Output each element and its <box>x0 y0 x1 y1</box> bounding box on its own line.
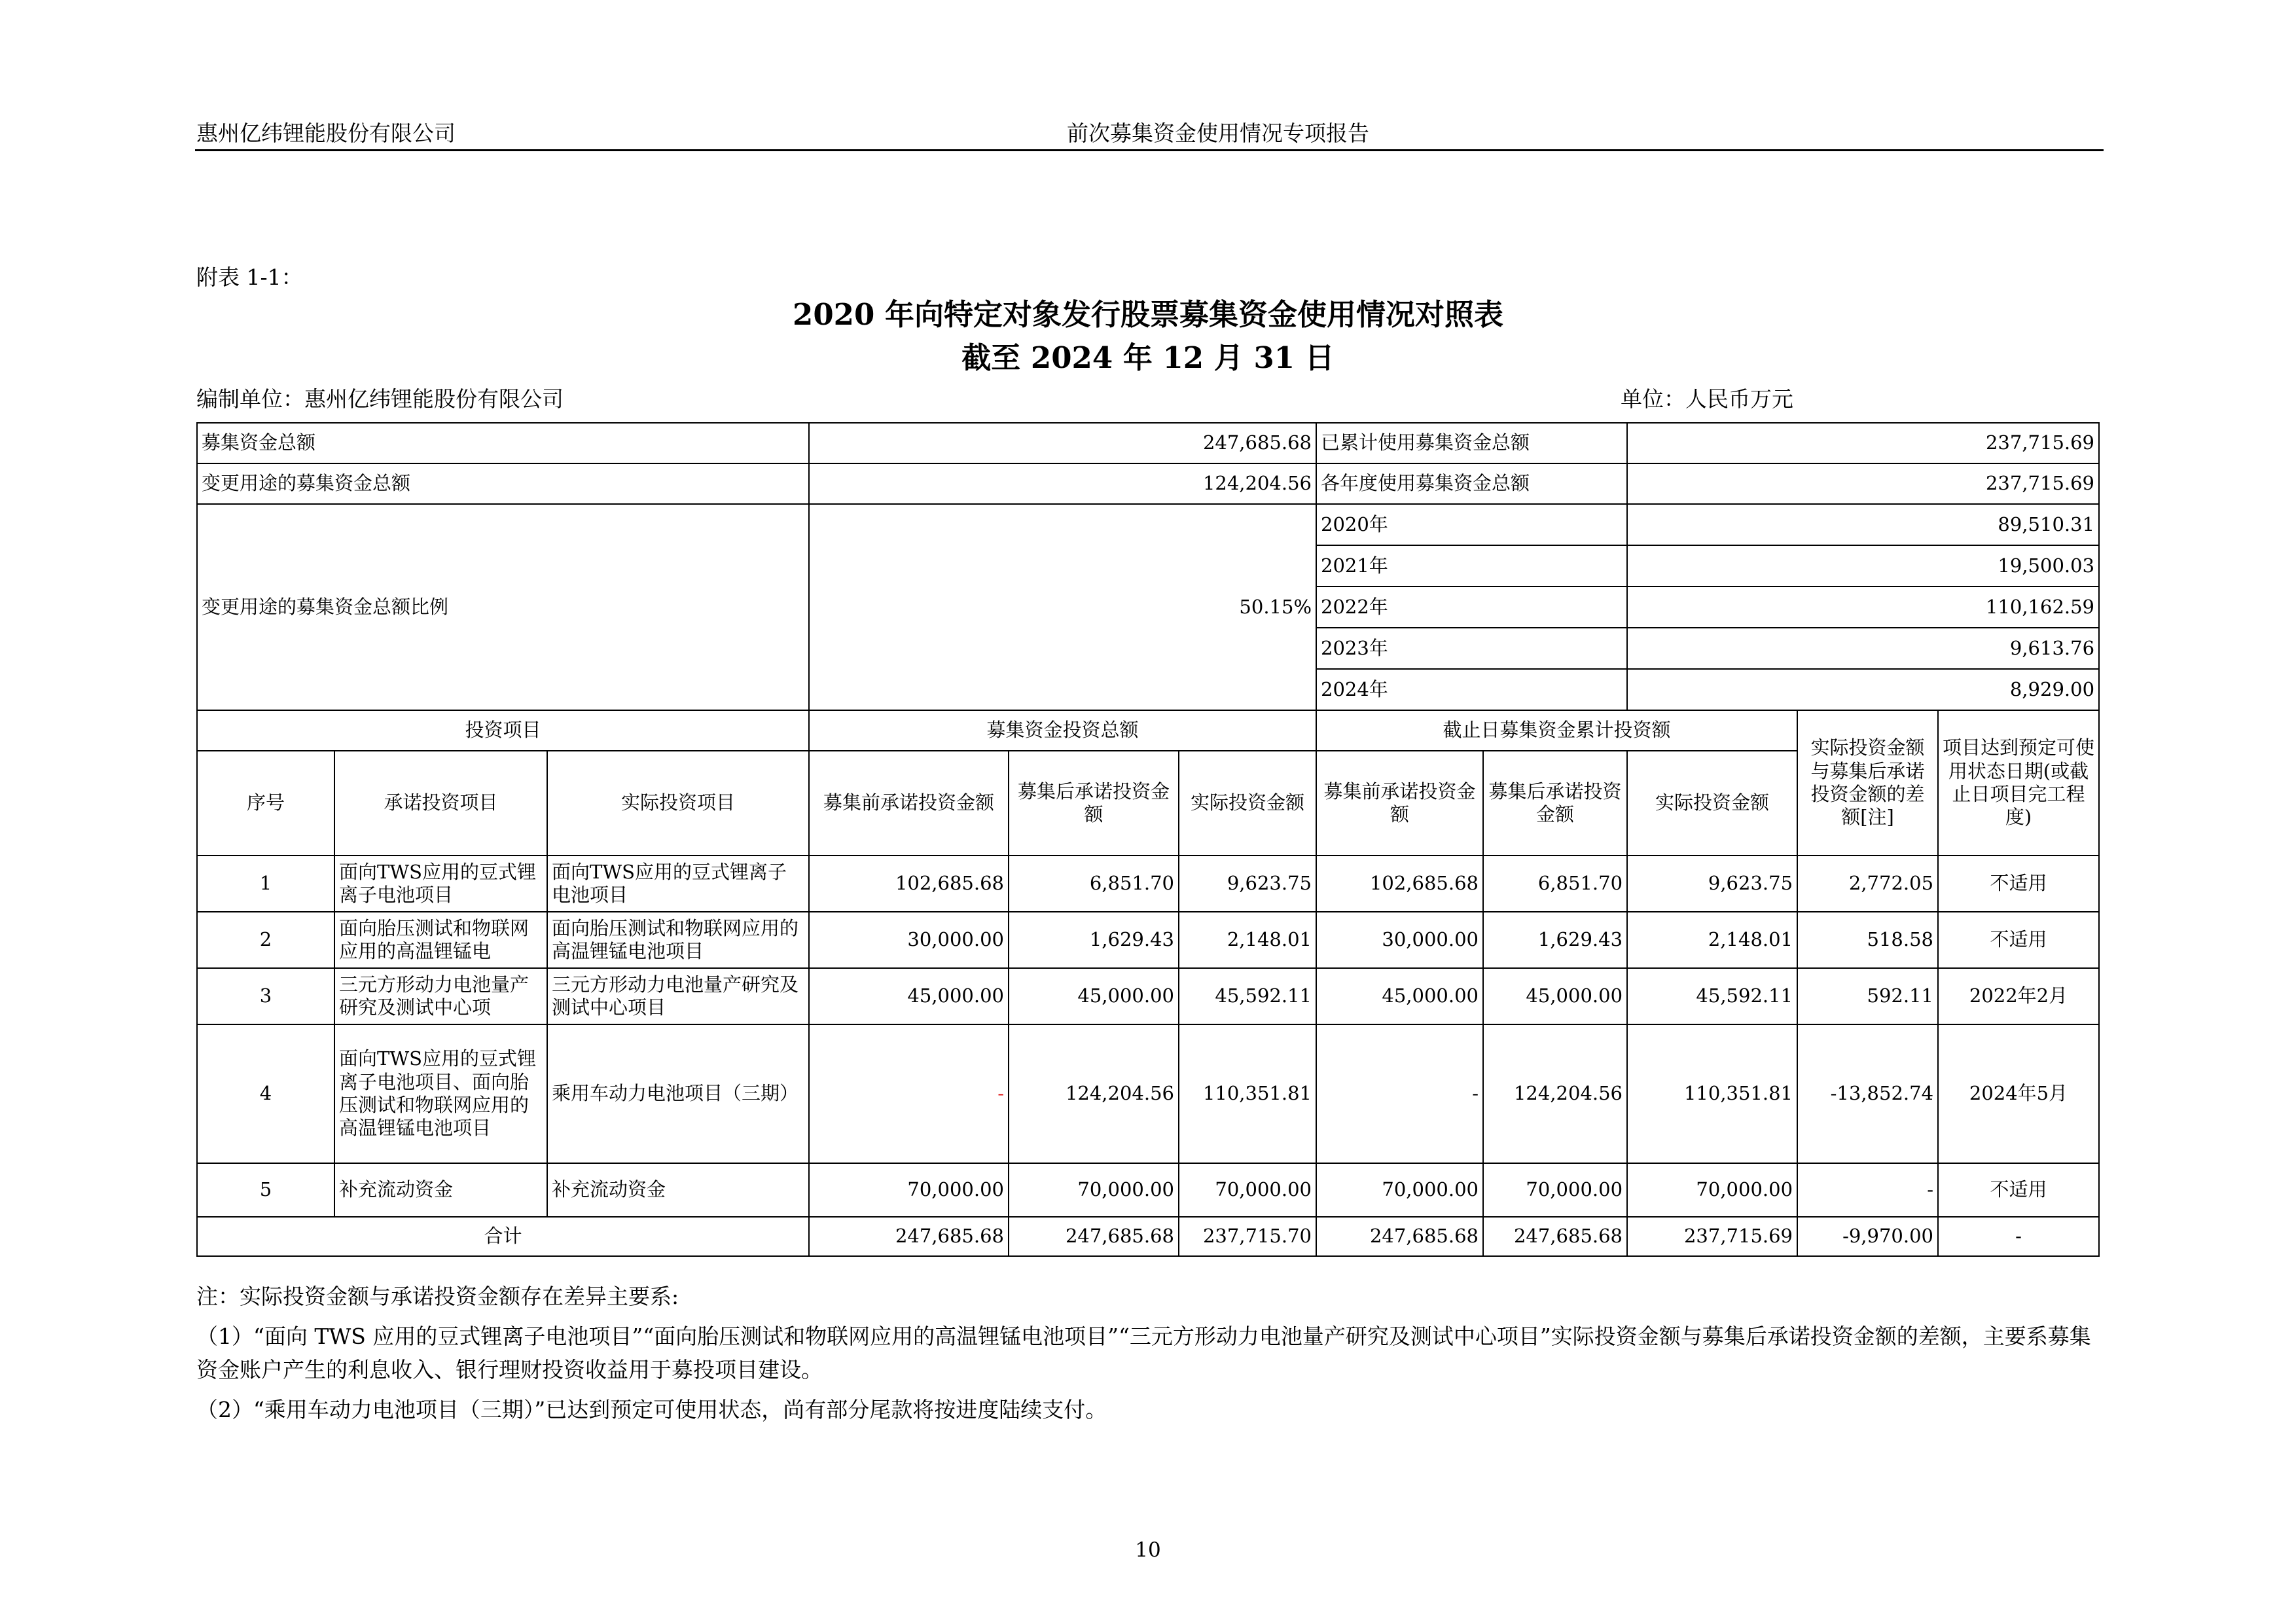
header-actual-amount: 实际投资金额 <box>1179 751 1316 856</box>
summary-ratio-value: 50.15% <box>809 504 1316 710</box>
row-actual-project: 面向TWS应用的豆式锂离子电池项目 <box>547 856 809 912</box>
row-actual-amount: 110,351.81 <box>1179 1024 1316 1163</box>
summary-row-changed <box>197 463 2099 504</box>
row-committed-project: 面向TWS应用的豆式锂离子电池项目 <box>334 856 547 912</box>
year-value: 110,162.59 <box>1627 586 2099 628</box>
row-cum-pre-commit: 30,000.00 <box>1316 912 1483 968</box>
row-cum-post-commit: 45,000.00 <box>1483 968 1627 1024</box>
row-cum-actual-amount: 2,148.01 <box>1627 912 1797 968</box>
row-cum-actual-amount: 9,623.75 <box>1627 856 1797 912</box>
row-cum-post-commit: 1,629.43 <box>1483 912 1627 968</box>
year-label: 2020年 <box>1316 504 1627 545</box>
header-report-title: 前次募集资金使用情况专项报告 <box>1067 120 1369 146</box>
row-actual-project: 补充流动资金 <box>547 1163 809 1217</box>
table-row <box>197 912 2099 968</box>
year-label: 2022年 <box>1316 586 1627 628</box>
summary-changed-value: 124,204.56 <box>809 463 1316 504</box>
header-seq: 序号 <box>197 751 334 856</box>
total-cum-post-commit: 247,685.68 <box>1483 1217 1627 1256</box>
row-actual-project: 面向胎压测试和物联网应用的高温锂锰电池项目 <box>547 912 809 968</box>
row-cum-post-commit: 124,204.56 <box>1483 1024 1627 1163</box>
row-committed-project: 面向TWS应用的豆式锂离子电池项目、面向胎压测试和物联网应用的高温锂锰电池项目 <box>334 1024 547 1163</box>
row-seq: 3 <box>197 968 334 1024</box>
header-fund-total: 募集资金投资总额 <box>809 710 1316 751</box>
row-diff: 592.11 <box>1797 968 1938 1024</box>
year-label: 2023年 <box>1316 628 1627 669</box>
row-post-commit: 6,851.70 <box>1009 856 1179 912</box>
summary-used-value: 237,715.69 <box>1627 423 2099 463</box>
row-committed-project: 面向胎压测试和物联网应用的高温锂锰电 <box>334 912 547 968</box>
year-value: 19,500.03 <box>1627 545 2099 586</box>
note-item-1: （1）“面向 TWS 应用的豆式锂离子电池项目”“面向胎压测试和物联网应用的高温锂锰电池项目”“三元方形动力电池量产研究及测试中心项目”实际投资金额与募集后承诺投资金额的差额，主要系募集资金账户产生的利息收入、银行理财投资收益用于募投项目建设。 <box>196 1324 2091 1383</box>
row-actual-amount: 2,148.01 <box>1179 912 1316 968</box>
header-pre-commit: 募集前承诺投资金额 <box>809 751 1009 856</box>
table-title: 2020 年向特定对象发行股票募集资金使用情况对照表 <box>793 297 1503 332</box>
row-cum-actual-amount: 110,351.81 <box>1627 1024 1797 1163</box>
header-invest-project: 投资项目 <box>197 710 809 751</box>
header-company: 惠州亿纬锂能股份有限公司 <box>196 120 456 146</box>
summary-row-total <box>197 423 2099 463</box>
row-cum-pre-commit: 70,000.00 <box>1316 1163 1483 1217</box>
fund-usage-table <box>196 422 2100 1257</box>
year-label: 2021年 <box>1316 545 1627 586</box>
row-diff: 2,772.05 <box>1797 856 1938 912</box>
row-status: 不适用 <box>1938 856 2099 912</box>
summary-total-label: 募集资金总额 <box>197 423 809 463</box>
row-seq: 5 <box>197 1163 334 1217</box>
row-actual-amount: 70,000.00 <box>1179 1163 1316 1217</box>
row-cum-pre-commit: - <box>1316 1024 1483 1163</box>
row-cum-actual-amount: 45,592.11 <box>1627 968 1797 1024</box>
row-seq: 2 <box>197 912 334 968</box>
note-item-2: （2）“乘用车动力电池项目（三期）”已达到预定可使用状态，尚有部分尾款将按进度陆续支付。 <box>196 1397 1107 1423</box>
row-seq: 1 <box>197 856 334 912</box>
row-diff: -13,852.74 <box>1797 1024 1938 1163</box>
group-header-row <box>197 710 2099 751</box>
row-cum-post-commit: 6,851.70 <box>1483 856 1627 912</box>
total-cum-actual-amount: 237,715.69 <box>1627 1217 1797 1256</box>
row-status: 不适用 <box>1938 912 2099 968</box>
row-pre-commit: - <box>809 1024 1009 1163</box>
row-actual-project: 乘用车动力电池项目（三期） <box>547 1024 809 1163</box>
total-row <box>197 1217 2099 1256</box>
row-pre-commit: 45,000.00 <box>809 968 1009 1024</box>
notes-section <box>196 1280 2098 1434</box>
year-value: 9,613.76 <box>1627 628 2099 669</box>
header-post-commit: 募集后承诺投资金额 <box>1009 751 1179 856</box>
row-cum-pre-commit: 45,000.00 <box>1316 968 1483 1024</box>
table-row <box>197 968 2099 1024</box>
summary-ratio-label: 变更用途的募集资金总额比例 <box>197 504 809 710</box>
year-label: 2024年 <box>1316 669 1627 710</box>
header-status-date: 项目达到预定可使用状态日期(或截止日项目完工程度) <box>1938 710 2099 856</box>
total-label: 合计 <box>197 1217 809 1256</box>
header-actual-project: 实际投资项目 <box>547 751 809 856</box>
page-number: 10 <box>1135 1538 1161 1562</box>
row-committed-project: 三元方形动力电池量产研究及测试中心项 <box>334 968 547 1024</box>
note-intro: 注：实际投资金额与承诺投资金额存在差异主要系: <box>196 1284 679 1309</box>
total-diff: -9,970.00 <box>1797 1217 1938 1256</box>
row-seq: 4 <box>197 1024 334 1163</box>
row-post-commit: 45,000.00 <box>1009 968 1179 1024</box>
row-cum-post-commit: 70,000.00 <box>1483 1163 1627 1217</box>
row-status: 不适用 <box>1938 1163 2099 1217</box>
header-post-commit: 募集后承诺投资金额 <box>1483 751 1627 856</box>
row-diff: - <box>1797 1163 1938 1217</box>
row-actual-amount: 9,623.75 <box>1179 856 1316 912</box>
row-status: 2024年5月 <box>1938 1024 2099 1163</box>
summary-changed-label: 变更用途的募集资金总额 <box>197 463 809 504</box>
total-post-commit: 247,685.68 <box>1009 1217 1179 1256</box>
row-cum-actual-amount: 70,000.00 <box>1627 1163 1797 1217</box>
table-date: 截至 2024 年 12 月 31 日 <box>961 340 1335 375</box>
total-actual-amount: 237,715.70 <box>1179 1217 1316 1256</box>
total-status: - <box>1938 1217 2099 1256</box>
total-cum-pre-commit: 247,685.68 <box>1316 1217 1483 1256</box>
row-committed-project: 补充流动资金 <box>334 1163 547 1217</box>
row-pre-commit: 30,000.00 <box>809 912 1009 968</box>
header-committed-project: 承诺投资项目 <box>334 751 547 856</box>
table-row <box>197 856 2099 912</box>
summary-total-value: 247,685.68 <box>809 423 1316 463</box>
table-row <box>197 1163 2099 1217</box>
appendix-label: 附表 1-1： <box>196 264 303 290</box>
year-value: 89,510.31 <box>1627 504 2099 545</box>
row-post-commit: 124,204.56 <box>1009 1024 1179 1163</box>
unit-label: 单位：人民币万元 <box>1621 386 1793 412</box>
row-actual-project: 三元方形动力电池量产研究及测试中心项目 <box>547 968 809 1024</box>
row-post-commit: 1,629.43 <box>1009 912 1179 968</box>
row-status: 2022年2月 <box>1938 968 2099 1024</box>
summary-annual-label: 各年度使用募集资金总额 <box>1316 463 1627 504</box>
header-diff: 实际投资金额与募集后承诺投资金额的差额[注] <box>1797 710 1938 856</box>
row-post-commit: 70,000.00 <box>1009 1163 1179 1217</box>
row-actual-amount: 45,592.11 <box>1179 968 1316 1024</box>
header-actual-amount: 实际投资金额 <box>1627 751 1797 856</box>
compiler-label: 编制单位：惠州亿纬锂能股份有限公司 <box>196 386 564 412</box>
row-diff: 518.58 <box>1797 912 1938 968</box>
header-pre-commit: 募集前承诺投资金额 <box>1316 751 1483 856</box>
summary-year-row <box>197 504 2099 545</box>
row-pre-commit: 102,685.68 <box>809 856 1009 912</box>
year-value: 8,929.00 <box>1627 669 2099 710</box>
header-rule <box>195 149 2104 151</box>
summary-annual-value: 237,715.69 <box>1627 463 2099 504</box>
total-pre-commit: 247,685.68 <box>809 1217 1009 1256</box>
header-cumulative: 截止日募集资金累计投资额 <box>1316 710 1797 751</box>
row-cum-pre-commit: 102,685.68 <box>1316 856 1483 912</box>
table-row <box>197 1024 2099 1163</box>
summary-used-label: 已累计使用募集资金总额 <box>1316 423 1627 463</box>
row-pre-commit: 70,000.00 <box>809 1163 1009 1217</box>
